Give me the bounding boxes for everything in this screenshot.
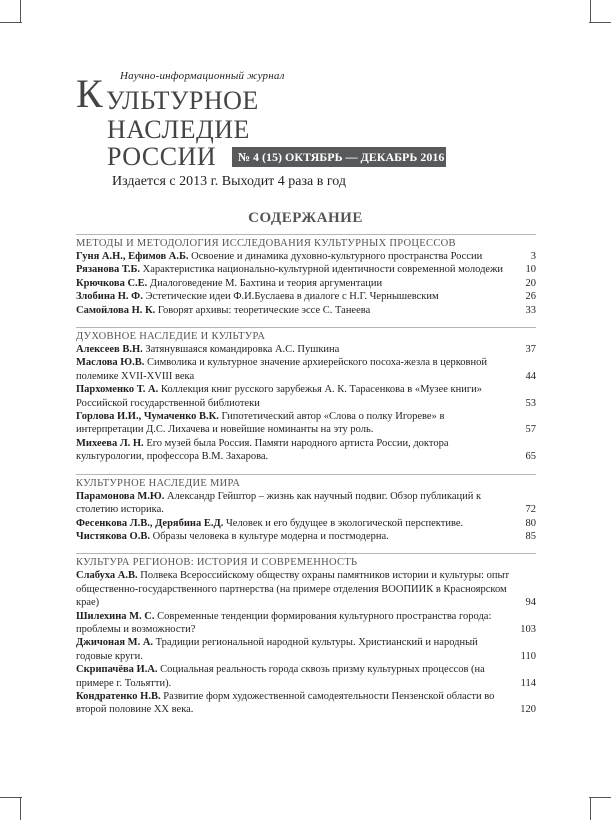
crop-mark — [590, 798, 591, 820]
toc-entry[interactable] — [76, 569, 536, 609]
entry-author: Маслова Ю.В. — [76, 357, 145, 369]
entry-author: Гуня А.Н., Ефимов А.Б. — [76, 251, 189, 262]
toc-entry[interactable] — [76, 636, 536, 663]
crop-mark — [20, 798, 21, 820]
journal-subtitle: Научно-информационный журнал — [120, 70, 285, 82]
issue-banner: № 4 (15) ОКТЯБРЬ — ДЕКАБРЬ 2016 — [232, 147, 446, 167]
toc-entry[interactable] — [76, 517, 536, 530]
toc-entry[interactable] — [76, 530, 536, 543]
entry-author: Злобина Н. Ф. — [76, 291, 143, 303]
section-title: КУЛЬТУРА РЕГИОНОВ: ИСТОРИЯ И СОВРЕМЕННОСТЬ — [76, 553, 536, 568]
entry-title: Образы человека в культуре модерна и постмодерна. — [152, 530, 389, 542]
masthead-line-3: РОССИИ — [107, 142, 217, 171]
entry-author: Шилехина М. С. — [76, 610, 155, 622]
entry-author: Чистякова О.В. — [76, 530, 150, 542]
entry-page-number: 37 — [525, 344, 536, 356]
entry-page-number: 10 — [525, 264, 536, 276]
entry-page-number: 80 — [525, 517, 536, 529]
entry-title: Александр Гейштор – жизнь как научный подвиг. Обзор публикаций к столетию историка. — [76, 490, 482, 516]
entry-page-number: 57 — [525, 424, 536, 436]
publication-info: Издается с 2013 г. Выходит 4 раза в год — [112, 174, 346, 189]
section-title: ДУХОВНОЕ НАСЛЕДИЕ И КУЛЬТУРА — [76, 327, 536, 342]
entry-page-number: 114 — [520, 677, 536, 689]
toc-entry[interactable] — [76, 304, 536, 317]
entry-page-number: 103 — [520, 623, 536, 635]
entry-page-number: 53 — [525, 397, 536, 409]
entry-page-number: 65 — [525, 451, 536, 463]
entry-title: Эстетические идеи Ф.И.Буслаева в диалоге с Н.Г. Чернышевским — [145, 291, 439, 303]
crop-mark — [589, 22, 611, 23]
entry-title: Социальная реальность города сквозь призму культурных процессов (на примере г. Тольятти). — [76, 664, 485, 689]
masthead-line-1: УЛЬТУРНОЕ — [106, 86, 259, 115]
masthead-initial: К — [76, 71, 103, 116]
entry-author: Горлова И.И., Чумаченко В.К. — [76, 411, 219, 423]
entry-author: Кондратенко Н.В. — [76, 690, 161, 702]
entry-title: Развитие форм художественной самодеятельности Пензенской области во второй половине XX века. — [76, 690, 495, 716]
entry-author: Рязанова Т.Б. — [76, 264, 141, 276]
masthead-line-2: НАСЛЕДИЕ — [107, 115, 250, 144]
toc-entry[interactable] — [76, 290, 536, 303]
entry-title: Затянувшаяся командировка А.С. Пушкина — [145, 344, 340, 356]
toc-entry[interactable] — [76, 663, 536, 690]
toc-entry[interactable] — [76, 356, 536, 383]
entry-title: Говорят архивы: теоретические эссе С. Танеева — [157, 304, 371, 316]
entry-author: Скрипачёва И.А. — [76, 664, 158, 676]
entry-page-number: 33 — [525, 304, 536, 316]
entry-page-number: 94 — [525, 597, 536, 609]
crop-mark — [20, 0, 21, 22]
entry-title: Освоение и динамика духовно-культурного пространства России — [191, 251, 483, 262]
table-of-contents — [76, 234, 536, 717]
toc-entry[interactable] — [76, 437, 536, 464]
entry-author: Крючкова С.Е. — [76, 277, 148, 289]
entry-page-number: 72 — [525, 504, 536, 516]
entry-author: Джичоная М. А. — [76, 637, 154, 649]
entry-title: Традиции региональной народной культуры. Христианский и народный годовые круги. — [76, 637, 478, 662]
entry-title: Человек и его будущее в экологической перспективе. — [225, 517, 464, 529]
entry-page-number: 110 — [520, 650, 536, 662]
toc-heading: СОДЕРЖАНИЕ — [248, 210, 363, 226]
toc-entry[interactable] — [76, 490, 536, 517]
toc-entry[interactable] — [76, 263, 536, 276]
entry-author: Фесенкова Л.В., Дерябина Е.Д. — [76, 517, 224, 529]
entry-author: Пархоменко Т. А. — [76, 384, 159, 396]
entry-author: Алексеев В.Н. — [76, 344, 143, 356]
section-title: КУЛЬТУРНОЕ НАСЛЕДИЕ МИРА — [76, 474, 536, 489]
entry-page-number: 26 — [525, 291, 536, 303]
entry-title: Диалоговедение М. Бахтина и теория аргументации — [149, 277, 383, 289]
toc-entry[interactable] — [76, 410, 536, 437]
entry-author: Парамонова М.Ю. — [76, 490, 165, 502]
entry-title: Его музей была Россия. Памяти народного артиста России, доктора культурологии, профессора В.М. Захарова. — [76, 437, 449, 463]
crop-mark — [590, 0, 591, 22]
toc-entry[interactable] — [76, 690, 536, 717]
toc-entry[interactable] — [76, 383, 536, 410]
entry-title: Характеристика национально-культурной идентичности современной молодежи — [142, 264, 503, 276]
toc-entry[interactable] — [76, 277, 536, 290]
entry-page-number: 120 — [520, 704, 536, 716]
crop-mark — [0, 797, 22, 798]
entry-author: Самойлова Н. К. — [76, 304, 156, 316]
entry-page-number: 44 — [525, 370, 536, 382]
entry-page-number: 85 — [525, 530, 536, 542]
crop-mark — [589, 797, 611, 798]
crop-mark — [0, 22, 22, 23]
entry-title: Полвека Всероссийскому обществу охраны памятников истории и культуры: опыт общественно-государственного партнерства (на примере отделения ВООПИИК в Красноярском крае) — [76, 570, 510, 609]
entry-title: Гипотетический автор «Слова о полку Игореве» в интерпретации Д.С. Лихачева и новейшие номинанты на эту роль. — [76, 411, 445, 436]
toc-entry[interactable] — [76, 343, 536, 356]
entry-title: Символика и культурное значение архиерейского посоха-жезла в церковной полемике XVII-XVIII века — [76, 357, 487, 382]
entry-title: Коллекция книг русского зарубежья А. К. Тарасенкова в «Музее книги» Российской государственной библиотеки — [76, 384, 483, 409]
toc-entry[interactable] — [76, 610, 536, 637]
entry-author: Слабуха А.В. — [76, 570, 138, 582]
entry-author: Михеева Л. Н. — [76, 437, 144, 449]
entry-page-number: 3 — [530, 251, 536, 262]
toc-entry[interactable] — [76, 250, 536, 263]
entry-page-number: 20 — [525, 277, 536, 289]
entry-title: Современные тенденции формирования культурного пространства города: проблемы и возможности? — [76, 610, 492, 635]
section-title: МЕТОДЫ И МЕТОДОЛОГИЯ ИССЛЕДОВАНИЯ КУЛЬТУРНЫХ ПРОЦЕССОВ — [76, 234, 536, 249]
